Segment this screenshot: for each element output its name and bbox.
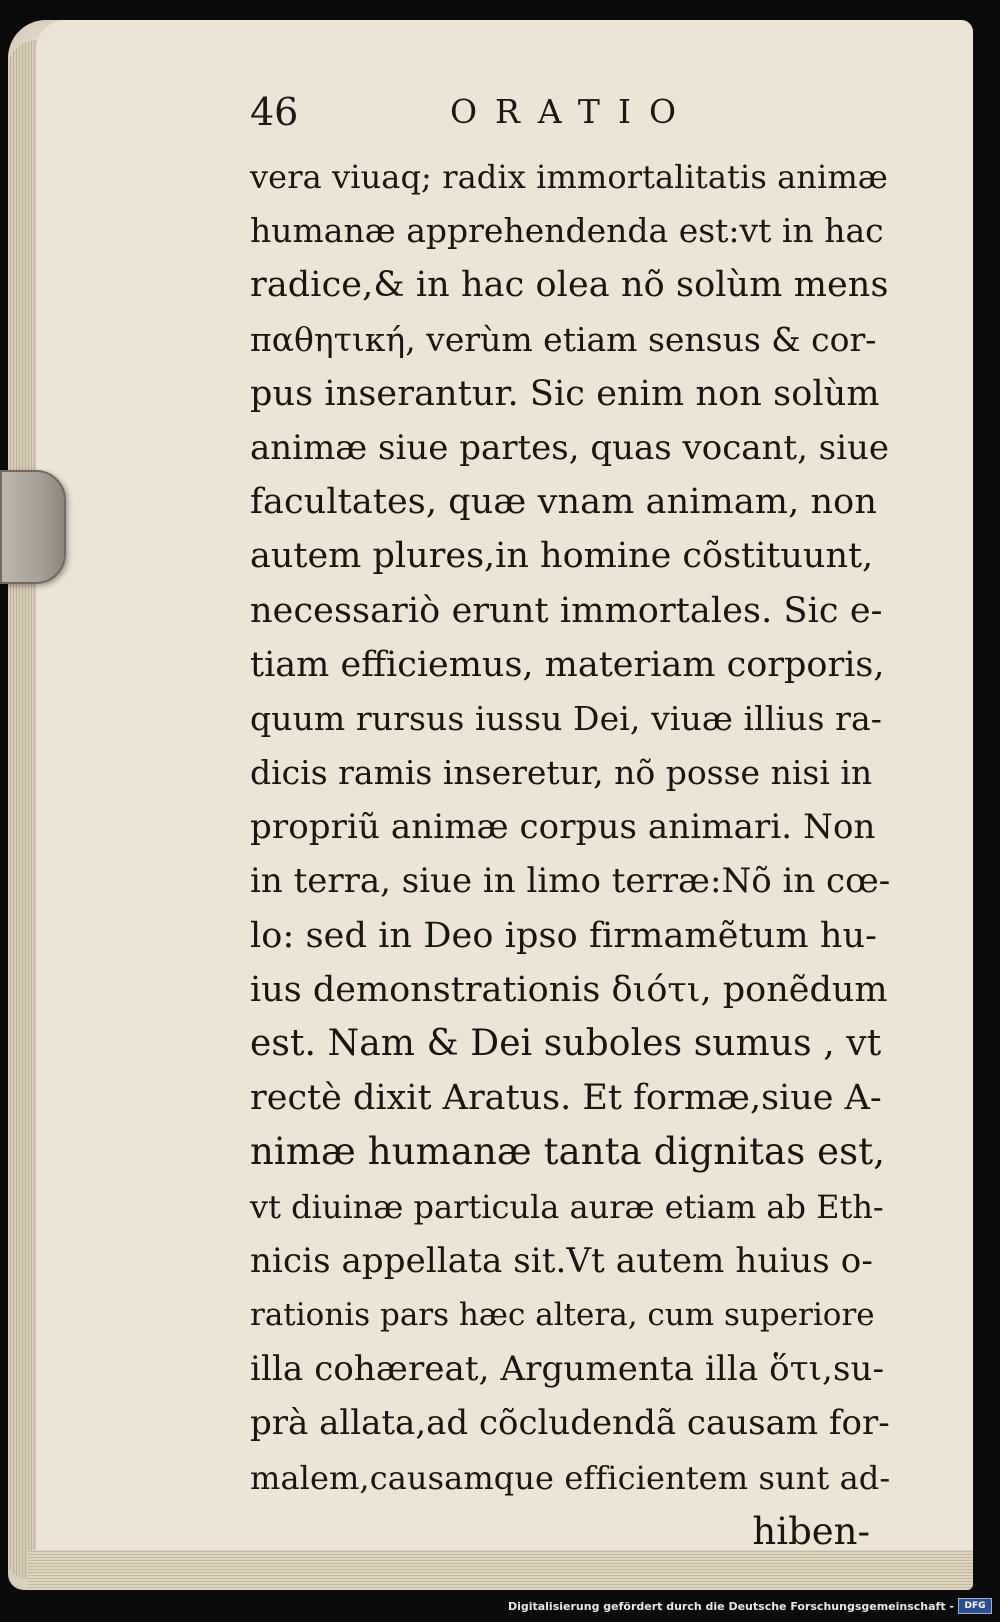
text-line: propriũ animæ corpus animari. Non (250, 807, 876, 848)
text-line: prà allata,ad cõcludendã causam for- (250, 1403, 890, 1444)
text-line: παθητική, verùm etiam sensus & cor- (250, 319, 877, 359)
text-line: humanæ apprehendenda est:vt in hac (250, 211, 884, 251)
text-line: animæ siue partes, quas vocant, siue (250, 427, 890, 468)
text-line: rectè dixit Aratus. Et formæ,siue A- (250, 1078, 882, 1119)
text-line: necessariò erunt immortales. Sic e- (250, 590, 883, 631)
page-stack-left-edge (8, 40, 38, 1580)
dfg-logo: DFG (958, 1598, 992, 1614)
book-clasp (0, 470, 66, 584)
text-line: radice,& in hac olea nõ solùm mens (250, 265, 889, 306)
text-line: rationis pars hæc altera, cum superiore (250, 1296, 875, 1333)
text-line: nicis appellata sit.Vt autem huius o- (250, 1240, 873, 1281)
text-line: ius demonstrationis διότι, ponẽdum (250, 969, 888, 1010)
text-line: tiam efficiemus, materiam corporis, (250, 644, 885, 685)
text-line: autem plures,in homine cõstituunt, (250, 536, 874, 577)
text-line: vt diuinæ particula auræ etiam ab Eth- (250, 1187, 884, 1226)
text-line: quum rursus iussu Dei, viuæ illius ra- (250, 698, 883, 738)
text-line: est. Nam & Dei suboles sumus , vt (250, 1023, 882, 1064)
text-line: lo: sed in Deo ipso firmamẽtum hu- (250, 915, 878, 956)
text-line: pus inserantur. Sic enim non solùm (250, 373, 880, 414)
text-line: illa cohæreat, Argumenta illa ὅτι,su- (250, 1349, 885, 1390)
text-line: in terra, siue in limo terræ:Nõ in cœ- (250, 861, 891, 902)
catchword-line: hiben- (752, 1509, 870, 1553)
text-line: vera viuaq; radix immortalitatis animæ (250, 158, 888, 196)
page-number: 46 (250, 90, 299, 134)
text-line: malem,causamque efficientem sunt ad- (250, 1458, 891, 1497)
page-header (250, 90, 870, 138)
running-head: ORATIO (450, 92, 695, 131)
footer-credit: Digitalisierung gefördert durch die Deutsche Forschungsgemeinschaft - (507, 1599, 954, 1613)
text-line: facultates, quæ vnam animam, non (250, 482, 877, 523)
text-line: dicis ramis inseretur, nõ posse nisi in (250, 753, 873, 793)
text-line: nimæ humanæ tanta dignitas est, (250, 1130, 886, 1174)
body-text (250, 150, 891, 1559)
digitization-footer (508, 1596, 992, 1616)
